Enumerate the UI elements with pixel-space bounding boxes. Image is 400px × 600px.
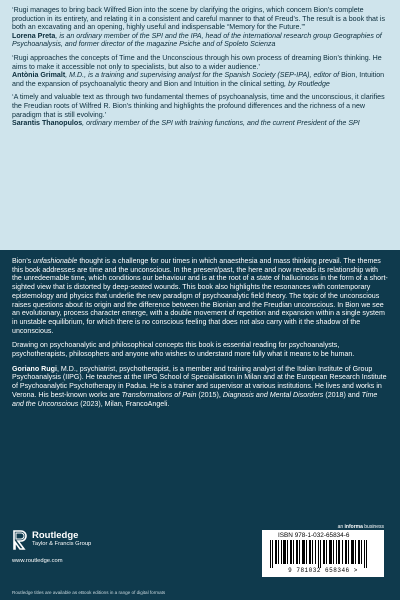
author-name: Goriano Rugi (12, 364, 57, 373)
barcode-icon (266, 540, 380, 568)
routledge-r-logo-icon (12, 530, 28, 550)
italic-term: unfashionable (33, 257, 78, 265)
conjunction: and (148, 79, 164, 88)
work-title: Time and the Unconscious (12, 390, 378, 408)
author-bio (12, 365, 388, 409)
publisher-name: Routledge (32, 530, 79, 541)
endorsement-panel (0, 0, 400, 250)
endorsement-quote (12, 54, 388, 88)
text-run: Bion’s (12, 257, 34, 265)
text-run: an (337, 524, 345, 530)
book-title: Bion, Intuition and the expansion of psychoanalytic theory (12, 71, 385, 88)
text-run: (2015), (196, 390, 223, 399)
publisher-footer (0, 524, 400, 600)
publisher-logo (12, 530, 91, 550)
informa-brand: informa (344, 524, 363, 530)
publisher-group: Taylor & Francis Group (32, 541, 92, 547)
book-description (12, 257, 388, 414)
isbn-text: ISBN 978-1-032-65834-6 (278, 532, 350, 539)
quote-text: ‘A timely and valuable text as through two fundamental themes of psychoanalysis, time and the unconscious, it clarifies the Freudian roots of Wilfred R. Bion’s thinking and highlights the profound differences and the richness of a new paradigm that is still evolving.’ (12, 93, 385, 119)
publisher-website: www.routledge.com (12, 558, 63, 564)
quote-text: ‘Rugi manages to bring back Wilfred Bion into the scene by clarifying the origins, which concern Bion’s complete production in its entirety, and relating it in a consistent and careful manner to that of Freud’s. The result is a book that is both an excavating and an opening, highly useful and indispensable “Memory for the Future.”’ (12, 6, 386, 32)
quote-author-role: , is an ordinary member of the SPI and the IPA, head of the international research group Geographies of Psychoanalysis, and former director of the magazine Psiche and of Spoleto Scienza (12, 31, 382, 49)
quote-text: ‘Rugi approaches the concepts of Time and the Unconscious through his own process of dreaming Bion’s thinking. He aims to make it accessible not only to specialists, but also to a wider audience.’ (12, 53, 382, 71)
quote-author-role: , ordinary member of the SPI with training functions, and the current President of the SPI (82, 119, 360, 128)
quote-author: Lorena Preta (12, 31, 56, 40)
text-run: , M.D., psychiatrist, psychotherapist, is a member and training analyst of the Italian Institute of Group Psychoanalysis (IIPG). He teaches at the IIPG School of Specialisation in Milan and at the European Research Institute of Psychoanalytic Psychotherapy in Padua. He is a trainer and supervisor at various institutions. He lives and works in Verona. His best-known works are (12, 364, 387, 399)
quote-author: Sarantis Thanopulos (12, 119, 83, 128)
book-title: Bion and Intuition in the clinical setting (163, 79, 285, 88)
publisher-credit: , by Routledge (284, 79, 330, 88)
text-run: business (362, 524, 384, 530)
isbn-barcode (262, 530, 384, 577)
text-run: (2018) and (323, 390, 362, 399)
description-paragraph (12, 257, 388, 335)
endorsement-quote (12, 6, 388, 49)
quote-author-role: , M.D., is a training and supervising analyst for the Spanish Society (SEP-IPA), editor of (65, 71, 342, 80)
quote-author: Antònia Grimalt (12, 71, 66, 80)
work-title: Diagnosis and Mental Disorders (222, 390, 324, 399)
work-title: Transformations of Pain (121, 390, 197, 399)
description-paragraph: Drawing on psychoanalytic and philosophical concepts this book is essential reading for psychoanalysts, psychotherapists, philosophers and anyone who wishes to understand more fully what it means to be human. (12, 341, 355, 359)
text-run: thought is a challenge for our times in which anaesthesia and mass thinking prevail. The themes this book addresses are time and the unconscious. In the present/past, the here and now reveals its relationship with the unredeemable time, which conditions our behaviour and is at the root of a state of hallucinosis in the form of a short-sighted view that is distorted by deep-seated wounds. This book also highlights the resonances with contemporary epistemology and physics that underlie the new paradigm of psychoanalytic field theory. The topic of the unconscious raises questions about its origin and the difference between the Bionian and the Freudian unconscious. In Bion we see an evolutionary, process character emerge, with a double movement of repetition and expansion within a single system in unstable equilibrium, for which there is no conscious feeling that does not also carry with it the shadow of the unconscious. (12, 257, 388, 335)
ebook-note: Routledge titles are available as eBook editions in a range of digital formats (12, 590, 166, 595)
barcode-number: 9 781032 658346 > (288, 567, 358, 574)
endorsement-quote (12, 93, 388, 127)
text-run: (2023), Milan, FrancoAngeli. (78, 399, 170, 408)
